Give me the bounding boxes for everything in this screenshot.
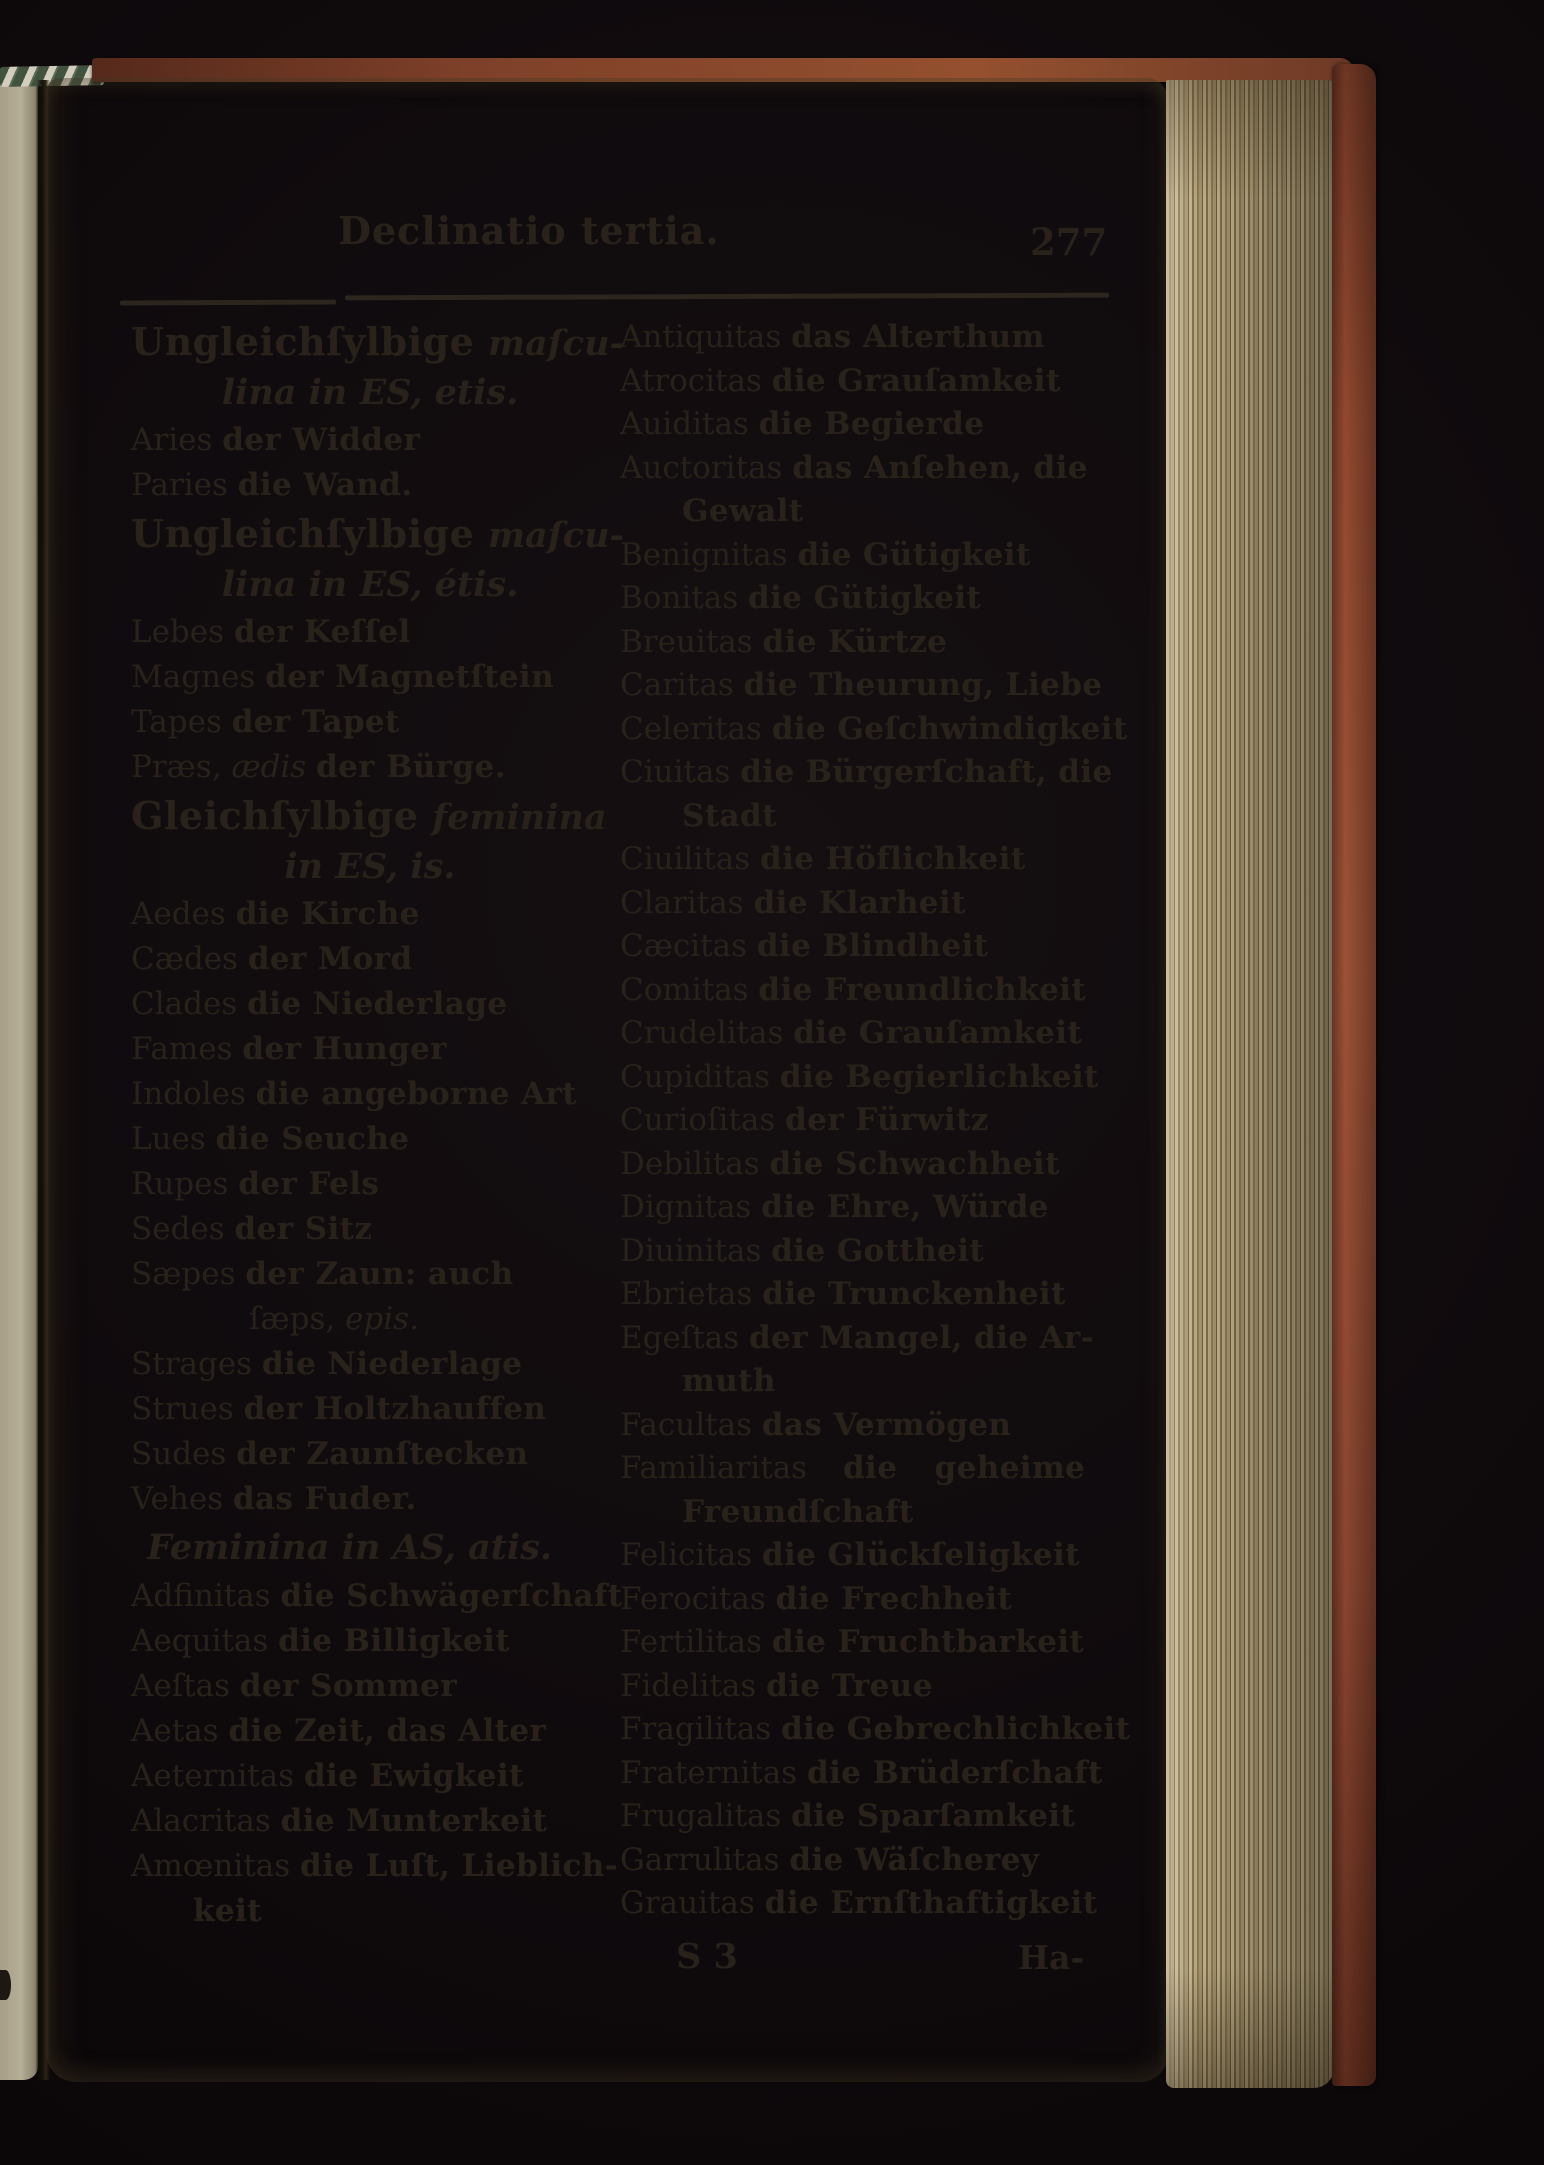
text-line: [131, 655, 609, 700]
text-line: [131, 1799, 609, 1844]
text-segment-latin: Ebrietas: [620, 1276, 763, 1312]
text-segment-latin: Strues: [131, 1391, 244, 1427]
text-segment-italic-heading: Feminina in AS, atis.: [147, 1527, 553, 1568]
text-line: [620, 577, 1130, 621]
book-page: [46, 78, 1168, 2082]
text-segment-german: die Gottheit: [771, 1232, 985, 1269]
text-segment-german: keit: [193, 1893, 262, 1929]
text-line: [620, 1578, 1130, 1622]
text-segment-italic-heading: maſcu-: [488, 515, 625, 556]
text-segment-german: muth: [682, 1363, 776, 1399]
text-line: [131, 1027, 609, 1072]
text-line: [620, 1404, 1130, 1448]
text-segment-latin: Bonitas: [620, 580, 749, 616]
text-segment-latin: Claritas: [620, 884, 754, 921]
text-segment-latin: Indoles: [131, 1076, 256, 1112]
text-segment-german: die Grauſamkeit: [771, 362, 1061, 399]
text-segment-latin: Cædes: [131, 941, 248, 977]
text-line: [620, 1099, 1130, 1143]
text-segment-german: der Holtzhauffen: [243, 1391, 547, 1427]
text-segment-german: die Schwägerſchaft: [280, 1578, 623, 1614]
text-segment-german: die Bürgerſchaft, die: [740, 754, 1113, 790]
text-line: [131, 1844, 618, 1889]
text-segment-latin: Aries: [131, 422, 223, 458]
text-segment-latin: Celeritas: [620, 710, 772, 747]
text-segment-german: die Ewigkeit: [303, 1758, 524, 1794]
text-segment-german: die Treue: [766, 1667, 933, 1704]
text-segment-fraktur-heading: Ungleichſylbige: [131, 511, 488, 556]
text-segment-latin: Fidelitas: [620, 1667, 767, 1704]
text-segment-german: die angeborne Art: [255, 1076, 577, 1112]
text-line: [620, 664, 1130, 708]
text-segment-fraktur-heading: Gleichſylbige: [131, 793, 433, 838]
text-line: [131, 367, 609, 418]
text-line: [131, 508, 625, 559]
text-line: [131, 1889, 609, 1934]
text-line: [620, 1273, 1130, 1317]
text-segment-latin: Alacritas: [131, 1803, 281, 1839]
text-segment-latin: Auctoritas: [620, 449, 793, 486]
text-line: [620, 1708, 1130, 1752]
text-segment-german: die Zeit, das Alter: [228, 1713, 547, 1749]
text-line: [620, 1230, 1130, 1274]
text-line: [620, 1839, 1130, 1883]
text-line: [131, 790, 609, 841]
text-line: [131, 1477, 609, 1522]
text-line: [620, 316, 1130, 360]
text-segment-german: die Höflichkeit: [760, 841, 1026, 877]
header-rule-right: [345, 293, 1109, 301]
text-segment-german: der Fürwitz: [785, 1102, 989, 1138]
text-line: [620, 925, 1130, 969]
page-number: 277: [1030, 220, 1108, 264]
text-segment-latin: Aeſtas: [131, 1668, 240, 1704]
text-segment-german: die Niederlage: [247, 986, 508, 1022]
cover-edge: [1332, 64, 1376, 2086]
text-segment-latin: Familiaritas: [620, 1450, 843, 1486]
text-segment-italic: epis.: [345, 1301, 419, 1337]
text-line: [620, 1447, 1130, 1491]
text-line: [131, 610, 609, 655]
text-line: [131, 1117, 609, 1162]
text-segment-german: die Gebrechlichkeit: [781, 1711, 1131, 1747]
text-line: [131, 1522, 609, 1574]
text-segment-latin: Dignitas: [620, 1189, 762, 1225]
text-line: [131, 982, 609, 1027]
text-line: [620, 1317, 1130, 1361]
text-line: [620, 1360, 1130, 1404]
text-line: [620, 1665, 1130, 1709]
text-line: [620, 1056, 1130, 1100]
text-segment-latin: Curioſitas: [620, 1102, 786, 1138]
text-segment-latin: Vehes: [131, 1481, 233, 1517]
text-segment-german: die Kürtze: [762, 623, 948, 660]
text-segment-latin: Strages: [131, 1346, 262, 1382]
text-segment-latin: Lues: [131, 1121, 216, 1157]
text-segment-german: die Gütigkeit: [797, 536, 1031, 573]
text-segment-latin: Adfinitas: [131, 1578, 281, 1614]
text-segment-german: Gewalt: [682, 493, 804, 529]
text-segment-italic: ædis: [231, 749, 317, 785]
text-segment-german: die Begierde: [758, 406, 985, 442]
right-column: [620, 316, 1130, 1926]
text-segment-german: die Niederlage: [261, 1346, 523, 1382]
text-line: [620, 1012, 1130, 1056]
text-segment-latin: Diuinitas: [620, 1232, 772, 1269]
text-segment-italic-heading: lina in ES, etis.: [221, 372, 519, 413]
text-segment-german: die Freundlichkeit: [758, 971, 1087, 1008]
text-line: [131, 892, 609, 937]
text-line: [131, 1754, 609, 1799]
text-segment-latin: Magnes: [131, 659, 266, 695]
catchword: Ha-: [1018, 1938, 1085, 1977]
text-segment-latin: Aedes: [131, 896, 236, 932]
text-segment-latin: Fames: [131, 1031, 243, 1067]
text-segment-latin: Felicitas: [620, 1537, 762, 1573]
text-segment-latin: ſæps,: [249, 1301, 346, 1337]
text-segment-german: der Fels: [238, 1166, 380, 1202]
text-segment-german: die Blindheit: [756, 928, 989, 964]
text-segment-german: Stadt: [682, 797, 777, 834]
signature-mark: S 3: [676, 1936, 738, 1977]
text-segment-latin: Lebes: [131, 614, 234, 650]
text-segment-german: das Vermögen: [761, 1406, 1012, 1443]
text-segment-latin: Fragilitas: [620, 1711, 782, 1747]
text-segment-latin: Paries: [131, 467, 238, 503]
text-line: [620, 751, 1130, 795]
text-line: [620, 1621, 1130, 1665]
text-line: [131, 1432, 609, 1477]
text-segment-german: der Widder: [222, 422, 421, 458]
text-segment-latin: Frugalitas: [620, 1798, 792, 1834]
left-column: [131, 316, 625, 1934]
text-line: [131, 559, 609, 610]
text-segment-german: die Theurung, Liebe: [743, 667, 1103, 703]
text-segment-german: die Sparſamkeit: [791, 1798, 1076, 1834]
text-segment-german: der Mangel, die Ar-: [749, 1319, 1095, 1356]
text-segment-german: die Wäſcherey: [789, 1841, 1040, 1878]
text-segment-german: die Trunckenheit: [762, 1276, 1066, 1312]
text-segment-italic-heading: lina in ES, étis.: [221, 564, 519, 605]
text-segment-italic-heading: in ES, is.: [284, 846, 456, 887]
text-segment-latin: Facultas: [620, 1406, 762, 1443]
text-segment-latin: Tapes: [131, 704, 232, 740]
text-segment-german: der Zaun: auch: [245, 1256, 514, 1292]
text-line: [131, 1252, 609, 1297]
text-segment-fraktur-heading: Ungleichſylbige: [131, 319, 488, 364]
text-line: [131, 1297, 609, 1342]
text-line: [620, 1534, 1130, 1578]
text-segment-german: die Frechheit: [775, 1580, 1013, 1617]
text-line: [131, 1072, 609, 1117]
text-line: [620, 534, 1130, 578]
text-segment-latin: Præs,: [131, 749, 232, 785]
text-segment-latin: Aeternitas: [131, 1758, 304, 1794]
text-segment-latin: Cæcitas: [620, 928, 757, 964]
text-line: [620, 1491, 1130, 1535]
text-segment-latin: Breuitas: [620, 623, 763, 660]
text-line: [131, 1709, 609, 1754]
text-segment-latin: Amœnitas: [131, 1848, 301, 1884]
text-segment-german: die Glückſeligkeit: [761, 1537, 1080, 1573]
text-segment-german: die Begierlichkeit: [779, 1058, 1099, 1095]
text-segment-latin: Ferocitas: [620, 1580, 776, 1617]
text-segment-german: der Sommer: [239, 1668, 458, 1704]
text-segment-latin: Clades: [131, 986, 248, 1022]
text-segment-latin: Garrulitas: [620, 1841, 790, 1878]
text-line: [131, 1342, 609, 1387]
text-segment-german: die Brüderſchaft: [807, 1754, 1103, 1791]
text-segment-latin: Caritas: [620, 667, 744, 703]
header-rule-left: [120, 299, 336, 305]
text-segment-latin: Debilitas: [620, 1145, 770, 1182]
text-segment-german: der Magnetſtein: [265, 659, 555, 695]
text-segment-german: Freundſchaft: [682, 1493, 914, 1530]
text-line: [131, 1387, 609, 1432]
text-line: [131, 700, 609, 745]
text-line: [620, 1143, 1130, 1187]
text-segment-latin: Aequitas: [131, 1623, 279, 1659]
text-segment-german: der Hunger: [242, 1031, 448, 1067]
fore-edge-pages: [1166, 80, 1334, 2088]
text-segment-german: die Kirche: [235, 896, 420, 932]
text-segment-latin: Rupes: [131, 1166, 239, 1202]
text-segment-latin: Ciuitas: [620, 754, 741, 790]
text-segment-latin: Antiquitas: [620, 319, 792, 355]
text-segment-german: das Anſehen, die: [792, 449, 1088, 486]
text-segment-german: die Grauſamkeit: [793, 1015, 1083, 1051]
text-line: [131, 1619, 609, 1664]
text-line: [620, 1882, 1130, 1926]
text-line: [620, 969, 1130, 1013]
text-segment-german: der Tapet: [231, 704, 400, 740]
text-segment-italic-heading: maſcu-: [488, 323, 625, 364]
text-line: [620, 1795, 1130, 1839]
text-segment-latin: Sudes: [131, 1436, 237, 1472]
text-segment-german: die Billigkeit: [278, 1623, 511, 1659]
text-segment-latin: Atrocitas: [620, 362, 772, 399]
text-segment-german: der Sitz: [234, 1211, 373, 1247]
text-line: [620, 621, 1130, 665]
text-segment-german: die Gütigkeit: [748, 580, 982, 616]
text-segment-latin: Egeſtas: [620, 1319, 749, 1356]
text-segment-german: das Alterthum: [791, 319, 1045, 355]
text-line: [131, 418, 609, 463]
text-segment-latin: Sæpes: [131, 1256, 246, 1292]
text-segment-german: die Klarheit: [753, 884, 966, 921]
text-segment-latin: Grauitas: [620, 1885, 765, 1921]
text-segment-german: die Seuche: [215, 1121, 410, 1157]
text-line: [131, 316, 625, 367]
text-segment-german: die Wand.: [237, 467, 413, 503]
text-line: [131, 937, 609, 982]
text-line: [620, 1752, 1130, 1796]
text-segment-latin: Fertilitas: [620, 1624, 772, 1660]
text-line: [620, 708, 1130, 752]
text-line: [620, 360, 1130, 404]
text-line: [620, 1186, 1130, 1230]
text-segment-latin: Comitas: [620, 971, 759, 1008]
text-segment-latin: Fraternitas: [620, 1754, 808, 1791]
facing-page-edge: [0, 84, 38, 2080]
text-segment-german: das Fuder.: [232, 1481, 417, 1517]
text-segment-german: die Munterkeit: [280, 1803, 548, 1839]
text-segment-german: die Fruchtbarkeit: [771, 1624, 1085, 1660]
text-line: [131, 745, 609, 790]
text-segment-latin: Cupiditas: [620, 1058, 780, 1095]
text-segment-latin: Aetas: [131, 1713, 229, 1749]
text-line: [620, 882, 1130, 926]
text-segment-german: die Luſt, Lieblich-: [300, 1848, 618, 1884]
text-segment-latin: Sedes: [131, 1211, 235, 1247]
text-segment-latin: Auiditas: [620, 406, 759, 442]
text-segment-german: die Schwachheit: [769, 1145, 1060, 1182]
text-segment-latin: Ciuilitas: [620, 841, 761, 877]
text-line: [131, 1162, 609, 1207]
text-segment-italic-heading: feminina: [432, 797, 607, 838]
text-segment-latin: Benignitas: [620, 536, 798, 573]
text-line: [620, 838, 1130, 882]
text-line: [131, 1207, 609, 1252]
text-segment-german: die Ehre, Würde: [761, 1189, 1049, 1225]
text-line: [620, 447, 1130, 491]
text-segment-german: die geheime: [842, 1450, 1086, 1486]
text-segment-german: der Bürge.: [316, 749, 506, 785]
text-line: [620, 490, 1130, 534]
ink-blot: [0, 1970, 11, 2000]
text-segment-german: der Zaunſtecken: [236, 1436, 529, 1472]
text-segment-german: der Keſſel: [233, 614, 411, 650]
text-segment-german: die Ernſthaftigkeit: [764, 1885, 1098, 1921]
text-segment-latin: Crudelitas: [620, 1015, 794, 1051]
text-line: [620, 795, 1130, 839]
text-line: [131, 1664, 609, 1709]
text-line: [131, 1574, 623, 1619]
running-head: Declinatio tertia.: [338, 208, 720, 253]
text-line: [620, 403, 1130, 447]
text-segment-german: der Mord: [247, 941, 413, 977]
text-line: [131, 841, 609, 892]
text-segment-german: die Geſchwindigkeit: [771, 710, 1128, 747]
text-line: [131, 463, 609, 508]
